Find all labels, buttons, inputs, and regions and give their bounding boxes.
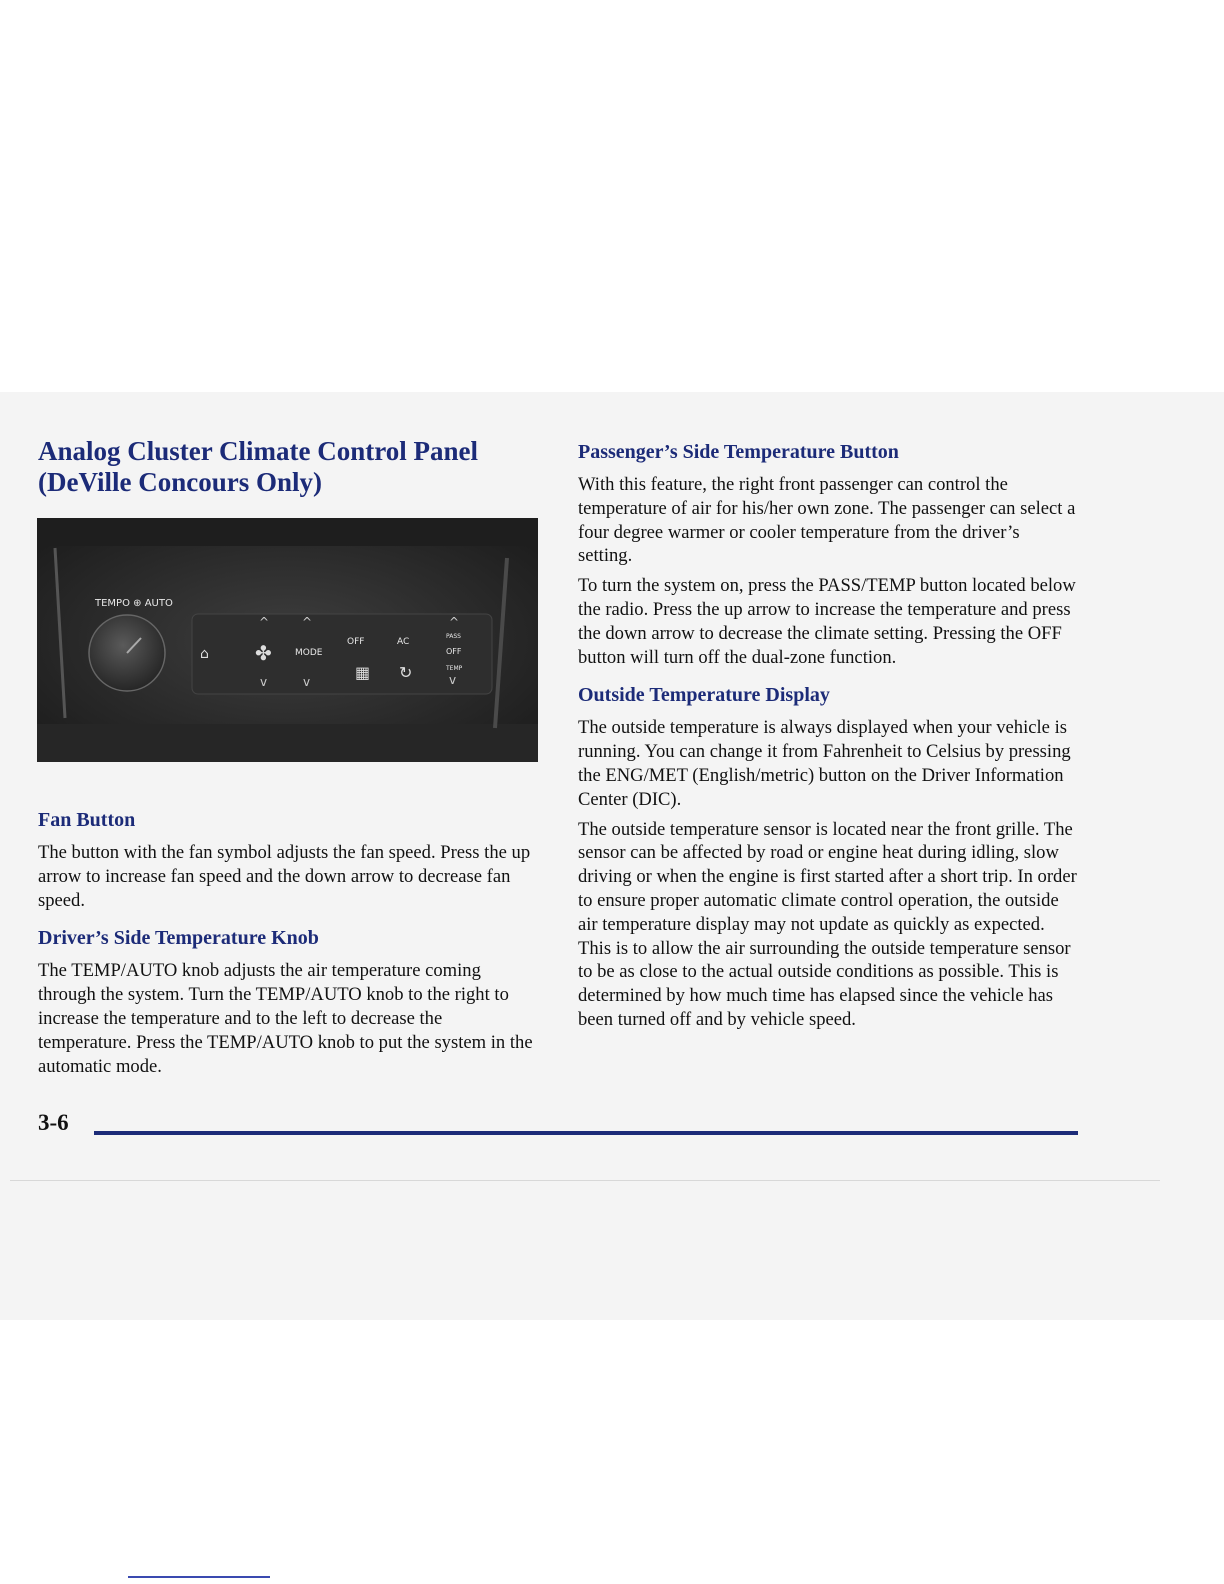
mode-label: MODE [295,648,323,658]
passenger-button-heading: Passenger’s Side Temperature Button [578,441,899,463]
bottom-link-rule [128,1576,270,1578]
passenger-button-text-1: With this feature, the right front passenger can control the temperature of air for his/her own zone. The passenger can select a four degree warmer or cooler temperature from the driver’s setting. [578,474,1076,567]
fan-icon: ✤ [255,641,272,665]
ac-label: AC [397,637,410,647]
mode-down-arrow-icon: v [303,675,311,689]
right-column [578,440,1078,1032]
fan-down-arrow-icon: v [260,675,268,689]
scan-artifact-rule [10,1180,1160,1181]
page-title-line-2: (DeVille Concours Only) [38,467,322,497]
driver-knob-text: The TEMP/AUTO knob adjusts the air temperature coming through the system. Turn the TEMP/AUTO knob to the right to increase the temperature and to the left to decrease the temperature. Press the TEMP/AUTO knob to put the system in the automatic mode. [38,960,533,1077]
outside-temp-heading: Outside Temperature Display [578,684,830,707]
off-label: OFF [347,637,365,647]
footer-rule [94,1131,1078,1135]
page-title [38,436,538,498]
fan-button-text: The button with the fan symbol adjusts the fan speed. Press the up arrow to increase fan speed and the down arrow to decrease fan speed. [38,842,531,911]
recirculation-icon: ↻ [399,663,413,682]
outside-temp-text-1: The outside temperature is always displayed when your vehicle is running. You can change it from Fahrenheit to Celsius by pressing the ENG/MET (English/metric) button on the Driver Information Center (DIC). [578,717,1071,810]
defrost-icon: ⌂ [200,646,209,662]
page-number: 3-6 [38,1110,69,1135]
pass-down-arrow-icon: v [449,673,457,687]
passenger-button-text-2: To turn the system on, press the PASS/TEMP button located below the radio. Press the up arrow to increase the temperature and press the down arrow to decrease the climate setting. Pressing the OFF button will turn off the dual-zone function. [578,575,1076,668]
temp-auto-label: TEMPO ⊕ AUTO [95,598,173,609]
page-title-line-1: Analog Cluster Climate Control Panel [38,436,478,466]
rear-defrost-icon: ▦ [355,663,371,682]
pass-up-arrow-icon: ^ [449,615,460,629]
temp-label: TEMP [446,665,463,672]
pass-off-label: OFF [446,647,462,656]
pass-label: PASS [446,633,461,640]
fan-up-arrow-icon: ^ [259,615,270,629]
driver-knob-heading: Driver’s Side Temperature Knob [38,927,319,950]
outside-temp-text-2: The outside temperature sensor is located near the front grille. The sensor can be affected by road or engine heat during idling, slow driving or when the engine is first started after a short trip. In order to ensure proper automatic climate control operation, the outside air temperature display may not update as quickly as expected. This is to allow the air surrounding the outside temperature sensor to be as close to the actual outside conditions as possible. This is determined by how much time has elapsed since the vehicle has been turned off and by vehicle speed. [578,818,1077,1030]
fan-button-heading: Fan Button [38,809,136,831]
mode-up-arrow-icon: ^ [302,615,313,629]
left-column [38,808,538,1078]
climate-control-panel-photo [37,518,538,762]
